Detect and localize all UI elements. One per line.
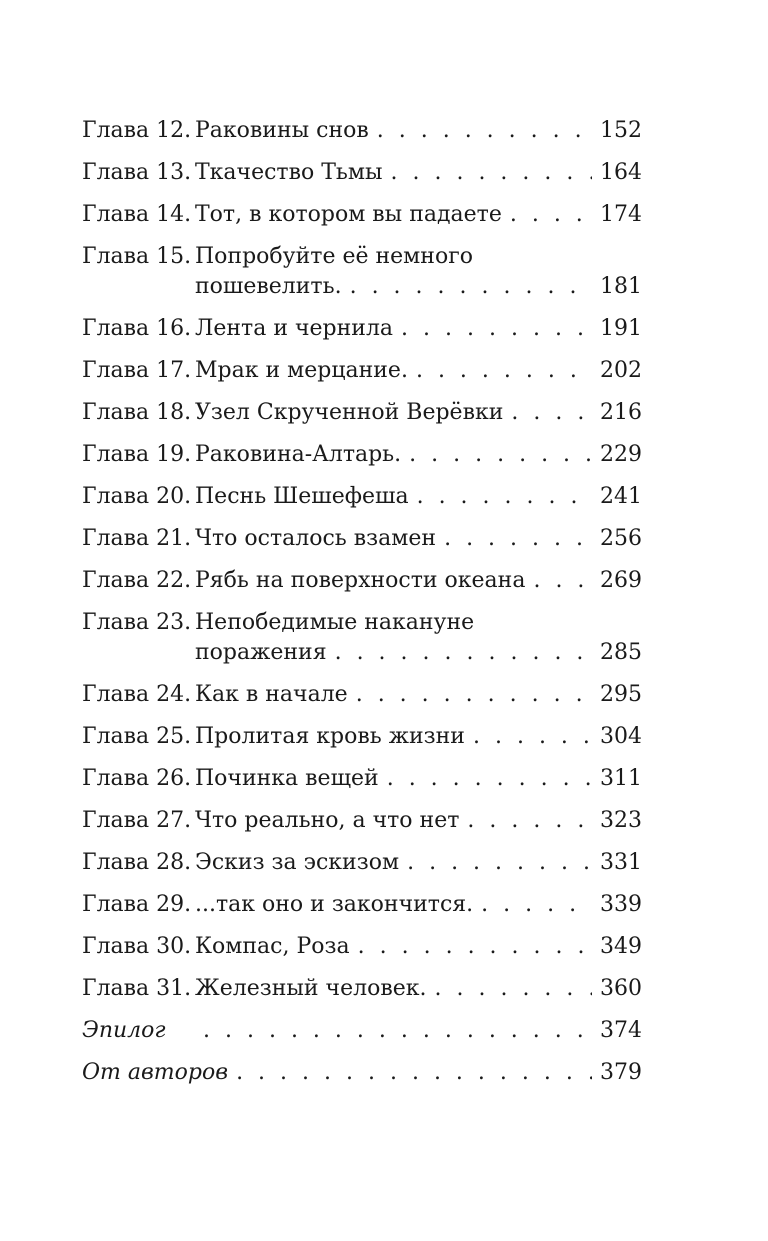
- toc-entry-title: Раковина-Алтарь.: [195, 442, 402, 467]
- toc-page-number: 181: [600, 274, 642, 299]
- toc-leader-dots: [467, 806, 592, 836]
- toc-entry: [82, 566, 642, 596]
- toc-entry-title: Непобедимые накануне: [195, 610, 475, 635]
- toc-page-number: 285: [600, 640, 642, 665]
- toc-page-number: 311: [600, 766, 642, 791]
- toc-entry-title: Попробуйте её немного: [195, 244, 473, 269]
- toc-leader-dots: [533, 566, 592, 596]
- toc-entry-title: Что реально, а что нет: [195, 808, 460, 833]
- toc-leader-dots: [409, 440, 592, 470]
- toc-entry: [82, 890, 642, 920]
- toc-entry-title: Мрак и мерцание.: [195, 358, 408, 383]
- chapter-label: Глава 25.: [82, 724, 192, 749]
- toc-line: [82, 932, 642, 962]
- toc-line: [82, 272, 642, 302]
- toc-leader-dots: [377, 116, 592, 146]
- toc-entry-title: Рябь на поверхности океана: [195, 568, 526, 593]
- toc-page-number: 256: [600, 526, 642, 551]
- toc-line: [82, 314, 642, 344]
- toc-page-number: 229: [600, 442, 642, 467]
- toc-line: [82, 890, 642, 920]
- toc-entry: [82, 848, 642, 878]
- toc-entry: [82, 680, 642, 710]
- toc-entry-title: ...так оно и закончится.: [195, 892, 474, 917]
- toc-entry: [82, 482, 642, 512]
- chapter-label: Глава 18.: [82, 400, 192, 425]
- toc-entry-title: Железный человек.: [195, 976, 427, 1001]
- toc-line: [82, 806, 642, 836]
- toc-entry-title: Узел Скрученной Верёвки: [195, 400, 504, 425]
- toc-page-number: 331: [600, 850, 642, 875]
- toc-line: [82, 242, 642, 272]
- chapter-label: Глава 19.: [82, 442, 192, 467]
- toc-line: [82, 398, 642, 428]
- toc-entry: [82, 158, 642, 188]
- toc-page-number: 323: [600, 808, 642, 833]
- chapter-label: Глава 29.: [82, 892, 192, 917]
- chapter-label: Глава 13.: [82, 160, 192, 185]
- toc-line: [82, 680, 642, 710]
- toc-line: [82, 1016, 642, 1046]
- chapter-label: Глава 24.: [82, 682, 192, 707]
- toc-entry-title: Эпилог: [82, 1018, 166, 1043]
- toc-line: [82, 722, 642, 752]
- chapter-label: Глава 23.: [82, 610, 192, 635]
- toc-leader-dots: [510, 200, 592, 230]
- toc-line: [82, 356, 642, 386]
- toc-entry: [82, 440, 642, 470]
- toc-line: [82, 974, 642, 1004]
- table-of-contents: [82, 116, 642, 1100]
- toc-entry-title: Починка вещей: [195, 766, 379, 791]
- toc-leader-dots: [511, 398, 592, 428]
- toc-entry: [82, 200, 642, 230]
- chapter-label: Глава 20.: [82, 484, 192, 509]
- toc-entry-title: Раковины снов: [195, 118, 369, 143]
- toc-page-number: 174: [600, 202, 642, 227]
- toc-page-number: 304: [600, 724, 642, 749]
- chapter-label: Глава 28.: [82, 850, 192, 875]
- toc-line: [82, 638, 642, 668]
- toc-page-number: 191: [600, 316, 642, 341]
- chapter-label: Глава 31.: [82, 976, 192, 1001]
- toc-entry: [82, 764, 642, 794]
- toc-entry: [82, 242, 642, 302]
- toc-leader-dots: [407, 848, 592, 878]
- toc-line: [82, 200, 642, 230]
- toc-leader-dots: [435, 974, 593, 1004]
- toc-entry: [82, 974, 642, 1004]
- toc-page-number: 360: [600, 976, 642, 1001]
- toc-page-number: 216: [600, 400, 642, 425]
- toc-entry: [82, 722, 642, 752]
- toc-entry-title: Песнь Шешефеша: [195, 484, 409, 509]
- toc-leader-dots: [417, 482, 592, 512]
- toc-leader-dots: [416, 356, 592, 386]
- toc-leader-dots: [236, 1058, 592, 1088]
- toc-entry-title: Что осталось взамен: [195, 526, 437, 551]
- toc-entry-title: пошевелить.: [195, 274, 342, 299]
- toc-entry-title: Пролитая кровь жизни: [195, 724, 465, 749]
- toc-entry-title: поражения: [195, 640, 327, 665]
- toc-entry: [82, 932, 642, 962]
- toc-page-number: 379: [600, 1060, 642, 1085]
- toc-entry-title: Эскиз за эскизом: [195, 850, 400, 875]
- toc-entry: [82, 608, 642, 668]
- toc-page-number: 374: [600, 1018, 642, 1043]
- toc-page-number: 152: [600, 118, 642, 143]
- toc-line: [82, 608, 642, 638]
- chapter-label: Глава 15.: [82, 244, 192, 269]
- toc-entry: [82, 314, 642, 344]
- chapter-label: Глава 30.: [82, 934, 192, 959]
- toc-entry-title: Лента и чернила: [195, 316, 394, 341]
- toc-leader-dots: [481, 890, 592, 920]
- toc-line: [82, 764, 642, 794]
- chapter-label: Глава 17.: [82, 358, 192, 383]
- toc-entry-epilogue: [82, 1016, 642, 1046]
- toc-leader-dots: [203, 1016, 592, 1046]
- toc-entry-title: Ткачество Тьмы: [195, 160, 383, 185]
- toc-page-number: 269: [600, 568, 642, 593]
- toc-line: [82, 440, 642, 470]
- toc-leader-dots: [401, 314, 592, 344]
- toc-leader-dots: [358, 932, 592, 962]
- toc-line: [82, 566, 642, 596]
- toc-page-number: 339: [600, 892, 642, 917]
- chapter-label: Глава 12.: [82, 118, 192, 143]
- toc-entry: [82, 524, 642, 554]
- toc-leader-dots: [444, 524, 592, 554]
- toc-page-number: 202: [600, 358, 642, 383]
- toc-line: [82, 116, 642, 146]
- chapter-label: Глава 16.: [82, 316, 192, 341]
- toc-line: [82, 158, 642, 188]
- toc-entry-title: Как в начале: [195, 682, 348, 707]
- toc-entry: [82, 398, 642, 428]
- chapter-label: Глава 14.: [82, 202, 192, 227]
- toc-page-number: 241: [600, 484, 642, 509]
- chapter-label: Глава 26.: [82, 766, 192, 791]
- chapter-label: Глава 27.: [82, 808, 192, 833]
- toc-entry-title: Тот, в котором вы падаете: [195, 202, 502, 227]
- toc-page-number: 295: [600, 682, 642, 707]
- toc-entry-title: Компас, Роза: [195, 934, 350, 959]
- toc-page-number: 164: [600, 160, 642, 185]
- toc-leader-dots: [391, 158, 593, 188]
- toc-line: [82, 482, 642, 512]
- toc-leader-dots: [356, 680, 592, 710]
- chapter-label: Глава 21.: [82, 526, 192, 551]
- toc-line: [82, 1058, 642, 1088]
- toc-entry-title: От авторов: [82, 1060, 229, 1085]
- toc-entries: [82, 116, 642, 1004]
- toc-leader-dots: [350, 272, 592, 302]
- toc-entry: [82, 356, 642, 386]
- toc-leader-dots: [387, 764, 592, 794]
- toc-line: [82, 524, 642, 554]
- toc-leader-dots: [335, 638, 592, 668]
- toc-entry-authors: [82, 1058, 642, 1088]
- toc-leader-dots: [473, 722, 592, 752]
- toc-page-number: 349: [600, 934, 642, 959]
- toc-entry: [82, 116, 642, 146]
- chapter-label: Глава 22.: [82, 568, 192, 593]
- toc-entry: [82, 806, 642, 836]
- toc-line: [82, 848, 642, 878]
